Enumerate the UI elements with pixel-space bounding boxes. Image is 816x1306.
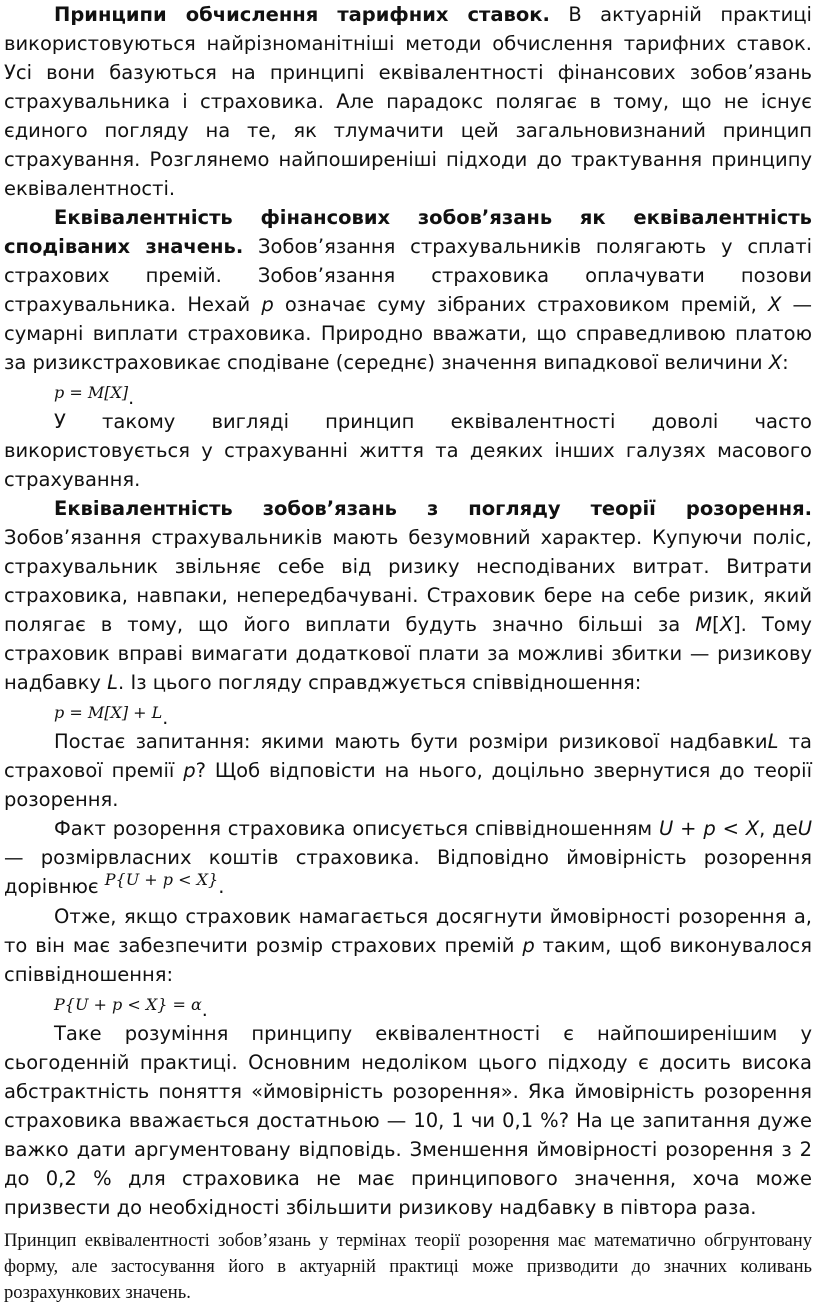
paragraph-ruin-theory: Еквівалентність зобов’язань з погляду теорії розорення. Зобов’язання страхувальників мають безумовний характер. Купуючи поліс, страхувальник звільняє себе від ризику несподіваних витрат. Витрати страховика, навпаки, непередбачувані. Страховик бере на себе ризик, який полягає в тому, що його виплати будуть значно більші за M[X]. Тому страховик вправі вимагати додаткової плати за можливі збитки — ризикову надбавку L. Із цього погляду справджується співвідношення: xyxy=(4,497,812,694)
paragraph-ruin-fact: Факт розорення страховика описується співвідношенням U + p < X, деU — розмірвласних коштів страховика. Відповідно ймовірність розорення дорівнює $^{P\{U + p < X\}}$. xyxy=(4,817,812,898)
paragraph-conclusion: Принцип еквівалентності зобов’язань у термінах теорії розорення має математично обгрунтовану форму, але застосування його в актуарній практиці може призводити до значних коливань розрахункових значень. xyxy=(4,1230,812,1303)
heading-expected-values: Еквівалентність фінансових зобов’язань як еквівалентність сподіваних значень. xyxy=(4,206,812,258)
paragraph-practice: Таке розуміння принципу еквівалентності є найпоширенішим у сьогоденній практиці. Основним недоліком цього підходу є досить висока абстрактність поняття «ймовірність розорення». Яка ймовірність розорення страховика вважається достатньою — 10, 1 чи 0,1 %? На це запитання дуже важко дати аргументовану відповідь. Зменшення ймовірності розорення з 2 до 0,2 % для страховика не має принципового значення, хоча може призвести до необхідності збільшити ризикову надбавку в півтора раза. xyxy=(4,1022,812,1219)
formula-expected-value: p = M[X]. xyxy=(54,383,135,409)
paragraph-life-insurance: У такому вигляді принцип еквівалентності доволі часто використовується у страхуванні життя та деяких інших галузях масового страхування. xyxy=(4,410,812,491)
formula-ruin-alpha: P{U + p < X} = α. xyxy=(54,995,208,1021)
paragraph-question: Постає запитання: якими мають бути розміри ризикової надбавкиL та страхової премії p? Щоб відповісти на нього, доцільно звернутися до теорії розорення. xyxy=(4,730,812,811)
heading-ruin-theory: Еквівалентність зобов’язань з погляду теорії розорення. xyxy=(54,497,812,520)
paragraph-tariff-principles: Принципи обчислення тарифних ставок. В актуарній практиці використовуються найрізноманітніші методи обчислення тарифних ставок. Усі вони базуються на принципі еквівалентності фінансових зобов’язань страхувальника і страховика. Але парадокс полягає в тому, що не існує єдиного погляду на те, як тлумачити цей загальновизнаний принцип страхування. Розглянемо найпоширеніші підходи до трактування принципу еквівалентності. xyxy=(4,3,812,200)
paragraph-expected-values: Еквівалентність фінансових зобов’язань як еквівалентність сподіваних значень. Зобов’язання страхувальників полягають у сплаті страхових премій. Зобов’язання страховика оплачувати позови страхувальника. Нехай p означає суму зібраних страховиком премій, X — сумарні виплати страховика. Природно вважати, що справедливою платою за ризикстраховикає сподіване (середнє) значення випадкової величини X: xyxy=(4,206,812,374)
formula-ruin-probability: P{U + p < X} xyxy=(104,870,219,889)
heading-tariff-principles: Принципи обчислення тарифних ставок. xyxy=(54,3,550,26)
formula-risk-loading: p = M[X] + L. xyxy=(54,703,169,729)
paragraph-ruin-target: Отже, якщо страховик намагається досягнути ймовірності розорення а, то він має забезпечити розмір страхових премій p таким, щоб виконувалося співвідношення: xyxy=(4,905,813,986)
